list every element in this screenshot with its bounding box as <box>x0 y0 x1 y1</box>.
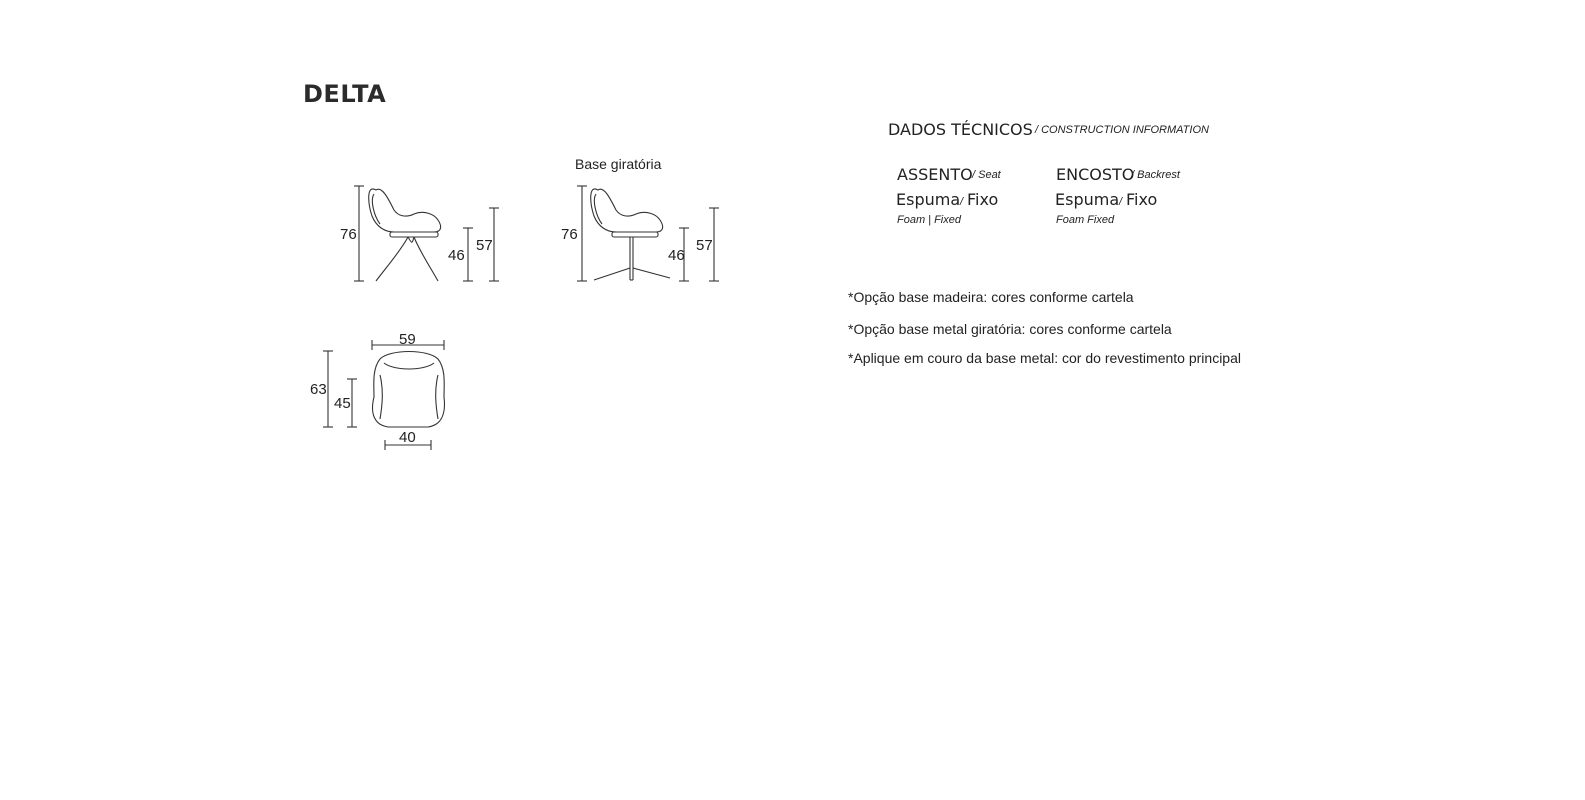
dim-depth-total: 63 <box>310 381 327 398</box>
dim-total-height-swivel: 76 <box>561 226 578 243</box>
tech-heading: DADOS TÉCNICOS <box>888 120 1033 139</box>
seat-en: Foam | Fixed <box>897 214 961 226</box>
tech-heading-en: / CONSTRUCTION INFORMATION <box>1035 124 1209 136</box>
side-view-wood-base-drawing <box>350 180 510 290</box>
seat-material: Espuma <box>896 190 961 209</box>
seat-label: ASSENTO <box>897 165 973 184</box>
backrest-label: ENCOSTO <box>1056 165 1135 184</box>
dim-seat-depth: 45 <box>334 395 351 412</box>
note-wood-base: *Opção base madeira: cores conforme cartela <box>848 289 1134 305</box>
swivel-base-caption: Base giratória <box>575 156 662 172</box>
dim-seat-width: 40 <box>399 429 416 446</box>
dim-seat-height-swivel: 46 <box>668 247 685 264</box>
side-view-swivel-base-drawing <box>574 180 734 290</box>
dim-width: 59 <box>399 331 416 348</box>
note-leather-applique: *Aplique em couro da base metal: cor do revestimento principal <box>848 350 1241 366</box>
backrest-en: Foam Fixed <box>1056 214 1115 226</box>
note-metal-swivel-base: *Opção base metal giratória: cores conforme cartela <box>848 321 1172 337</box>
backrest-label-en: / Backrest <box>1131 169 1180 181</box>
backrest-material: Espuma <box>1055 190 1120 209</box>
seat-label-en: / Seat <box>972 169 1001 181</box>
seat-separator: / <box>960 196 964 208</box>
dim-seat-height: 46 <box>448 247 465 264</box>
dim-arm-height-swivel: 57 <box>696 237 713 254</box>
backrest-separator: / <box>1119 196 1123 208</box>
product-title: DELTA <box>303 80 387 108</box>
seat-type: Fixo <box>967 190 999 209</box>
dim-arm-height: 57 <box>476 237 493 254</box>
backrest-type: Fixo <box>1126 190 1158 209</box>
dim-total-height: 76 <box>340 226 357 243</box>
